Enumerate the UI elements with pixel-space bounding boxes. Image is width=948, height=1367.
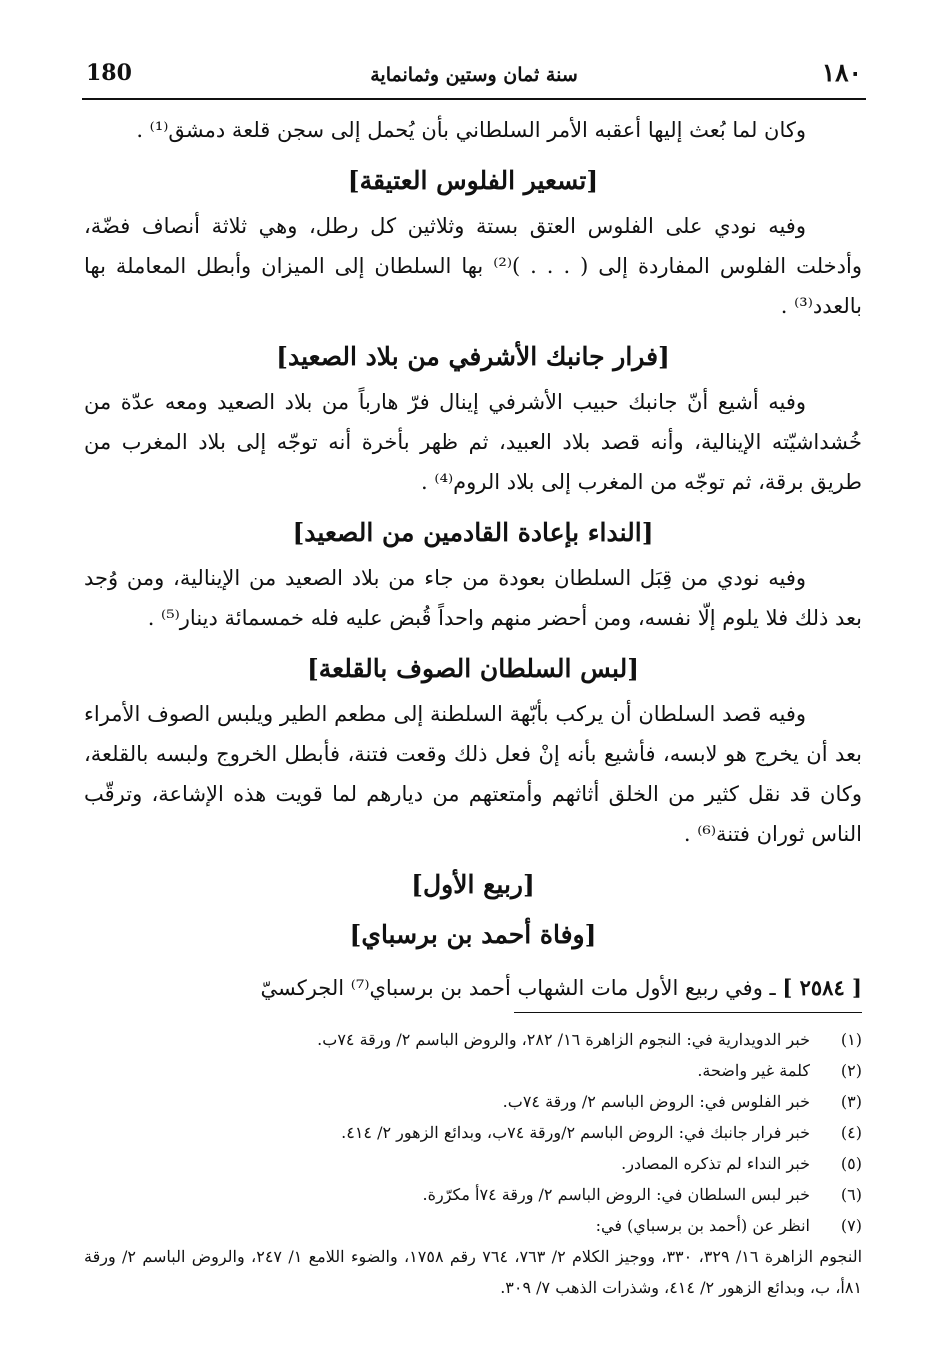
section-paragraph: وفيه نودي على الفلوس العتق بستة وثلاثين كل رطل، وهي ثلاثة أنصاف فضّة، وأدخلت الفلوس المفاردة إلى ( . . . )⁽²⁾ بها السلطان إلى الميزان وأبطل المعاملة بها بالعدد⁽³⁾ . xyxy=(84,214,862,318)
entry-text: ـ وفي ربيع الأول مات الشهاب أحمد بن برسباي⁽⁷⁾ الجركسيّ xyxy=(260,976,776,1000)
main-text xyxy=(84,110,862,1008)
month-heading: [ربيع الأول] xyxy=(411,870,535,899)
footnote xyxy=(84,1117,862,1148)
section-heading: [لبس السلطان الصوف بالقلعة] xyxy=(306,654,640,683)
footnote-number: (٦) xyxy=(840,1185,862,1204)
footnote-text: خبر فرار جانبك في: الروض الباسم ٢/ورقة ٧٤ب، وبدائع الزهور ٢/ ٤١٤. xyxy=(341,1123,810,1142)
footnote-text: خبر لبس السلطان في: الروض الباسم ٢/ ورقة ٧٤أ مكرّرة. xyxy=(422,1185,810,1204)
intro-paragraph: وكان لما بُعث إليها أعقبه الأمر السلطاني بأن يُحمل إلى سجن قلعة دمشق⁽¹⁾ . xyxy=(136,118,806,142)
footnote-number: (٣) xyxy=(840,1092,862,1111)
footnote-text: انظر عن (أحمد بن برسباي) في: xyxy=(595,1216,810,1235)
footnote-text: خبر النداء لم تذكره المصادر. xyxy=(621,1154,810,1173)
entry-number: [ ٢٥٨٤ ] xyxy=(782,975,862,1000)
footnote xyxy=(84,1148,862,1179)
footnotes xyxy=(84,1024,862,1303)
footnote-separator xyxy=(514,1012,862,1013)
footnote-number: (٢) xyxy=(840,1061,862,1080)
footnote xyxy=(84,1210,862,1241)
section-heading: [فرار جانبك الأشرفي من بلاد الصعيد] xyxy=(276,342,670,371)
footnote xyxy=(84,1055,862,1086)
section-paragraph: وفيه نودي من قِبَل السلطان بعودة من جاء من بلاد الصعيد من الإينالية، ومن وُجد بعد ذلك فلا يلوم إلّا نفسه، ومن أحضر منهم واحداً قُبض عليه فله خمسمائة دينار⁽⁵⁾ . xyxy=(84,566,862,630)
footnote-text: خبر الفلوس في: الروض الباسم ٢/ ورقة ٧٤ب. xyxy=(502,1092,810,1111)
section-paragraph: وفيه قصد السلطان أن يركب بأبّهة السلطنة إلى مطعم الطير ويلبس الصوف الأمراء بعد أن يخرج هو لابسه، فأشيع بأنه إنْ فعل ذلك وقعت فتنة، فأبطل الخروج ولبسه بالقلعة، وكان قد نقل كثير من الخلق أثاثهم وأمتعتهم من ديارهم لما قويت هذه الإشاعة، وترقّب الناس ثوران فتنة⁽⁶⁾ . xyxy=(84,702,862,846)
obituary-heading: [وفاة أحمد بن برسباي] xyxy=(349,920,597,949)
footnote-number: (٥) xyxy=(840,1154,862,1173)
footnote-number: (٤) xyxy=(840,1123,862,1142)
footnote xyxy=(84,1024,862,1055)
footnote-continuation: النجوم الزاهرة ١٦/ ٣٢٩، ٣٣٠، ووجيز الكلام ٢/ ٧٦٣، ٧٦٤ رقم ١٧٥٨، والضوء اللامع ١/ ٢٤٧، والروض الباسم ٢/ ورقة ٨١أ، ب، وبدائع الزهور ٢/ ٤١٤، وشذرات الذهب ٧/ ٣٠٩. xyxy=(84,1247,863,1297)
section-heading: [النداء بإعادة القادمين من الصعيد] xyxy=(292,518,654,547)
obituary-entry xyxy=(84,968,862,1008)
footnote-number: (١) xyxy=(840,1030,862,1049)
section-paragraph: وفيه أشيع أنّ جانبك حبيب الأشرفي إينال فرّ هارباً من بلاد الصعيد ومعه عدّة من خُشداشيّته الإينالية، وأنه قصد بلاد العبيد، ثم ظهر بأخرة أنه توجّه إلى بلاد المغرب من طريق برقة، ثم توجّه من المغرب إلى بلاد الروم⁽⁴⁾ . xyxy=(84,390,862,494)
footnote xyxy=(84,1179,862,1210)
footnote xyxy=(84,1086,862,1117)
page-number-latin: 180 xyxy=(86,60,132,86)
page-header xyxy=(82,58,866,100)
footnote-text: كلمة غير واضحة. xyxy=(697,1061,810,1080)
running-title: سنة ثمان وستين وثمانماية xyxy=(370,64,578,86)
footnote-number: (٧) xyxy=(840,1216,862,1235)
section-heading: [تسعير الفلوس العتيقة] xyxy=(347,166,599,195)
footnote-text: خبر الدويدارية في: النجوم الزاهرة ١٦/ ٢٨٢، والروض الباسم ٢/ ورقة ٧٤ب. xyxy=(317,1030,810,1049)
page-number-arabic: ١٨٠ xyxy=(821,58,862,87)
